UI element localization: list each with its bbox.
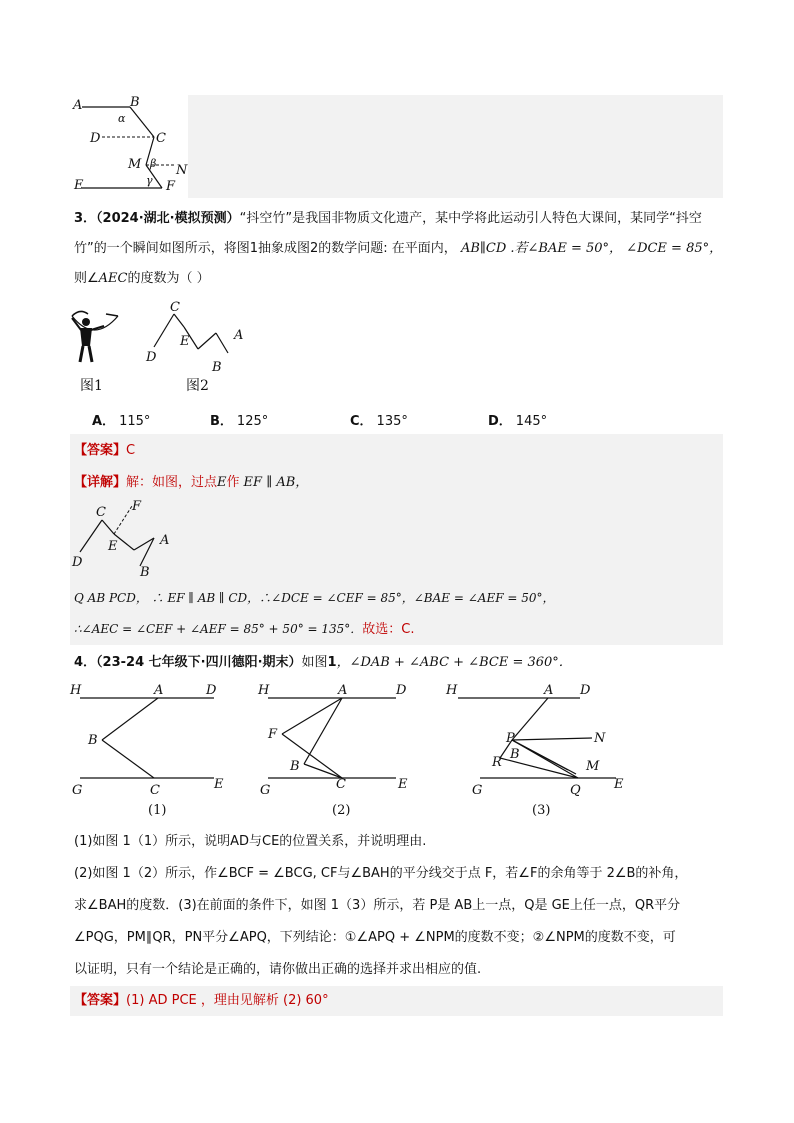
option-b-value: 125° (236, 414, 269, 429)
svg-text:A: A (154, 683, 164, 698)
svg-text:D: D (396, 683, 407, 698)
svg-text:G: G (260, 783, 271, 798)
svg-text:(3): (3) (532, 803, 551, 818)
svg-text:E: E (214, 777, 224, 792)
svg-text:α: α (118, 112, 126, 125)
svg-text:E: E (614, 777, 624, 792)
svg-text:A: A (544, 683, 554, 698)
option-c-value: 135° (376, 414, 408, 429)
q4-figure-3 (440, 680, 630, 820)
option-c[interactable] (350, 410, 408, 429)
svg-text:B: B (212, 360, 222, 375)
detail-text: 解：如图，过点 (126, 475, 218, 490)
q4-line1 (74, 647, 572, 678)
svg-text:H: H (446, 683, 458, 698)
svg-text:R: R (492, 755, 502, 770)
svg-text:B: B (140, 565, 150, 580)
svg-text:G: G (472, 783, 483, 798)
svg-text:H: H (258, 683, 270, 698)
svg-text:C: C (96, 505, 106, 520)
svg-text:β: β (150, 157, 157, 170)
q3-line2 (74, 233, 722, 264)
option-a-letter: A． (92, 414, 116, 429)
q3-stem-2: 竹”的一个瞬间如图所示，将图1抽象成图2的数学问题: 在平面内， (74, 241, 457, 256)
q4-answer-tag: 【答案】 (74, 993, 127, 1008)
q4-figure-2 (256, 680, 416, 820)
q4-part2-line3: ∠PQG，PM∥QR，PN平分∠APQ，下列结论：①∠APQ + ∠NPM的度数不变；②∠NPM的度数不变，可 (74, 930, 676, 945)
svg-text:P: P (506, 731, 515, 746)
q3-line3 (74, 263, 210, 294)
svg-text:B: B (88, 733, 98, 748)
option-a[interactable] (92, 410, 150, 429)
q4-intro: 如图 (301, 655, 328, 670)
detail-math: EF ∥ AB， (243, 475, 309, 490)
q3-detail-line (74, 467, 308, 498)
q3-stem-3: 则∠ (74, 271, 99, 286)
q4-part2-line4: 以证明，只有一个结论是正确的，请你做出正确的选择并求出相应的值. (74, 962, 482, 977)
answer-tag: 【答案】 (74, 443, 127, 458)
q4-answer (74, 985, 329, 1016)
svg-text:N: N (176, 163, 188, 178)
q3-stem-3-tail: 的度数为（ ） (127, 271, 210, 286)
svg-text:B: B (290, 759, 300, 774)
juggler-figure (66, 304, 126, 366)
option-d[interactable] (488, 410, 547, 429)
svg-text:G: G (72, 783, 83, 798)
detail-figure (68, 500, 188, 580)
svg-text:M: M (586, 759, 600, 774)
q3-line1 (74, 203, 702, 234)
q3-step2-tail: 故选：C. (362, 622, 415, 637)
svg-text:C: C (336, 777, 346, 792)
option-c-letter: C． (350, 414, 373, 429)
svg-text:F: F (132, 500, 142, 514)
q3-number: 3． (74, 211, 97, 226)
svg-text:(1): (1) (148, 803, 167, 818)
svg-text:E: E (180, 334, 190, 349)
q3-stem-1: “抖空竹”是我国非物质文化遗产，某中学将此运动引人特色大课间，某同学“抖空 (239, 211, 702, 226)
detail-point: E (217, 475, 227, 490)
option-a-value: 115° (119, 414, 151, 429)
q4-number: 4． (74, 655, 97, 670)
svg-text:E: E (74, 178, 84, 193)
svg-text:A: A (73, 98, 83, 113)
q4-part2-line1: (2)如图 1（2）所示，作∠BCF = ∠BCG, CF与∠BAH的平分线交于点 F，若∠F的余角等于 2∠B的补角， (74, 866, 688, 881)
q4-source: （23-24 七年级下·四川德阳·期末） (96, 655, 302, 670)
q4-intro-math: ，∠DAB + ∠ABC + ∠BCE = 360°． (336, 655, 572, 670)
svg-text:D: D (90, 131, 101, 146)
fig2-caption: 图2 (186, 378, 209, 394)
svg-text:H: H (70, 683, 82, 698)
q4-answer-value: (1) AD PCE ，理由见解析 (2) 60° (126, 993, 329, 1008)
q3-step1: Q AB PCD， ∴ EF ∥ AB ∥ CD，∴∠DCE = ∠CEF = 85°，∠BAE = ∠AEF = 50°， (74, 591, 555, 605)
q3-answer (74, 435, 135, 466)
svg-text:C: C (150, 783, 160, 798)
svg-text:M: M (128, 157, 142, 172)
diabolo-abstract-figure (140, 297, 250, 375)
svg-text:B: B (130, 95, 140, 110)
prev-figure-panel (70, 95, 723, 198)
detail-mid: 作 (226, 475, 240, 490)
option-d-value: 145° (515, 414, 548, 429)
q3-stem-2-math: AB∥CD .若∠BAE = 50°， ∠DCE = 85°， (460, 241, 723, 256)
svg-text:E: E (108, 539, 118, 554)
svg-text:Q: Q (570, 783, 581, 798)
svg-text:D: D (72, 555, 83, 570)
fig1-caption: 图1 (80, 378, 103, 394)
svg-text:A: A (234, 328, 244, 343)
option-b[interactable] (210, 410, 268, 429)
svg-text:D: D (206, 683, 217, 698)
option-b-letter: B． (210, 414, 233, 429)
parallel-lines-figure (70, 95, 188, 198)
q3-step2 (74, 614, 415, 645)
svg-text:C: C (170, 300, 180, 315)
q3-stem-3-math: AEC (98, 271, 128, 286)
svg-text:N: N (594, 731, 606, 746)
q4-part2-line2: 求∠BAH的度数．(3)在前面的条件下，如图 1（3）所示，若 P是 AB上一点，Q是 GE上任一点，QR平分 (74, 898, 681, 913)
q3-source: （2024·湖北·模拟预测） (96, 211, 240, 226)
q4-part1: (1)如图 1（1）所示，说明AD与CE的位置关系，并说明理由. (74, 834, 427, 849)
detail-tag: 【详解】 (74, 475, 127, 490)
q4-figure-1 (68, 680, 238, 820)
svg-text:γ: γ (146, 174, 153, 187)
svg-text:A: A (160, 533, 170, 548)
svg-text:(2): (2) (332, 803, 351, 818)
svg-text:B: B (510, 747, 520, 762)
svg-text:C: C (156, 131, 166, 146)
q3-step2-math: ∴∠AEC = ∠CEF + ∠AEF = 85° + 50° = 135°． (74, 622, 363, 636)
option-d-letter: D． (488, 414, 512, 429)
svg-text:E: E (398, 777, 408, 792)
svg-text:D: D (580, 683, 591, 698)
svg-text:A: A (338, 683, 348, 698)
q4-intro-num: 1 (327, 655, 337, 670)
svg-text:F: F (166, 179, 176, 194)
svg-text:D: D (146, 350, 157, 365)
answer-value: C (126, 443, 136, 458)
svg-text:F: F (268, 727, 278, 742)
